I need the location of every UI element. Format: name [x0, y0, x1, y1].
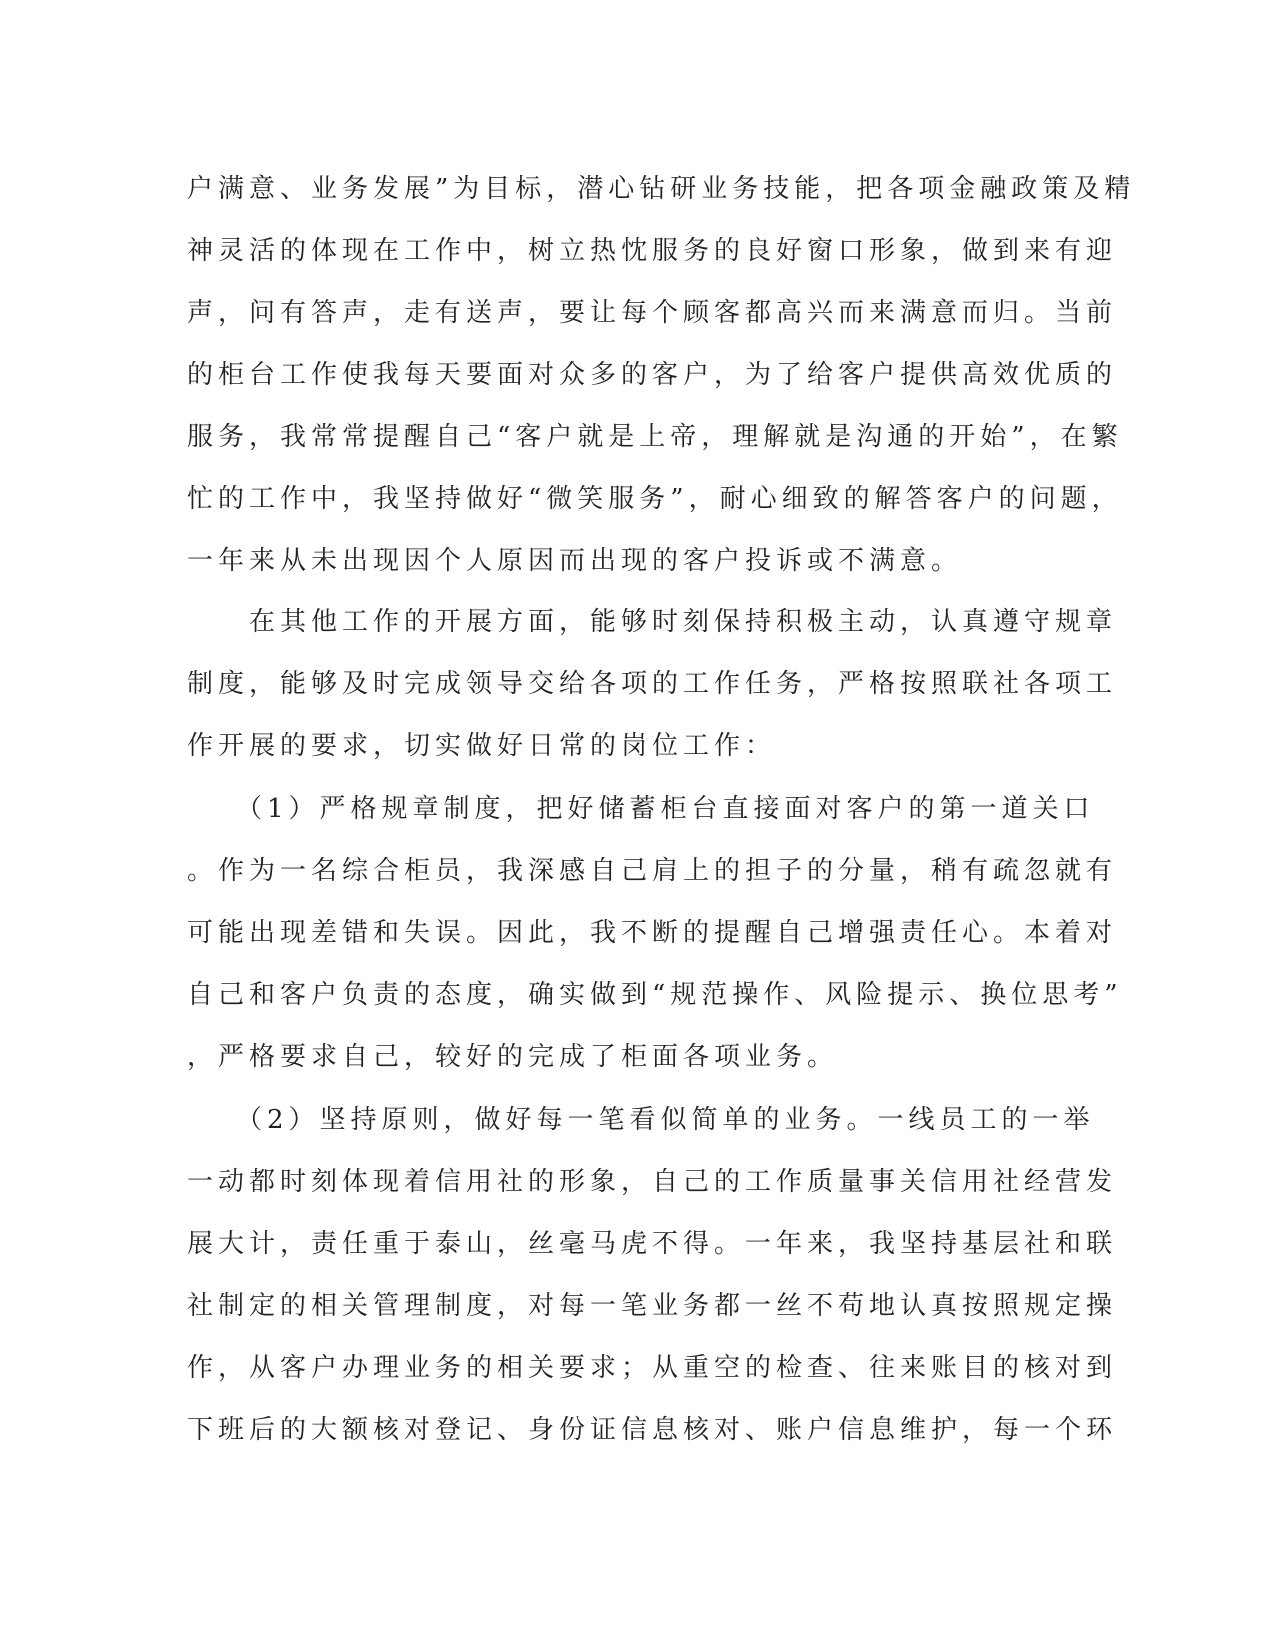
text-line: 神灵活的体现在工作中，树立热忱服务的良好窗口形象，做到来有迎 — [187, 236, 1118, 266]
text-line: 可能出现差错和失误。因此，我不断的提醒自己增强责任心。本着对 — [187, 918, 1118, 948]
text-line: 自己和客户负责的态度，确实做到“规范操作、风险提示、换位思考” — [187, 980, 1123, 1010]
text-line: 忙的工作中，我坚持做好“微笑服务”，耐心细致的解答客户的问题， — [187, 484, 1123, 514]
text-line: 制度，能够及时完成领导交给各项的工作任务，严格按照联社各项工 — [187, 669, 1118, 699]
text-line: ，严格要求自己，较好的完成了柜面各项业务。 — [187, 1042, 839, 1072]
paragraph-4 — [187, 1089, 1118, 1461]
text-line: 作开展的要求，切实做好日常的岗位工作： — [187, 731, 777, 761]
text-line: 一年来从未出现因个人原因而出现的客户投诉或不满意。 — [187, 546, 963, 576]
text-line: 的柜台工作使我每天要面对众多的客户，为了给客户提供高效优质的 — [187, 360, 1118, 390]
paragraph-1 — [187, 158, 1136, 592]
text-line: 户满意、业务发展”为目标，潜心钻研业务技能，把各项金融政策及精 — [187, 174, 1136, 204]
paragraph-3 — [187, 778, 1123, 1088]
text-line: 展大计，责任重于泰山，丝毫马虎不得。一年来，我坚持基层社和联 — [187, 1229, 1118, 1259]
text-line: 声，问有答声，走有送声，要让每个顾客都高兴而来满意而归。当前 — [187, 298, 1118, 328]
text-line: 服务，我常常提醒自己“客户就是上帝，理解就是沟通的开始”，在繁 — [187, 422, 1123, 452]
text-line: （1）严格规章制度，把好储蓄柜台直接面对客户的第一道关口 — [187, 794, 1095, 824]
text-line: 下班后的大额核对登记、身份证信息核对、账户信息维护，每一个环 — [187, 1415, 1118, 1445]
text-line: （2）坚持原则，做好每一笔看似简单的业务。一线员工的一举 — [187, 1105, 1095, 1135]
text-line: 。作为一名综合柜员，我深感自己肩上的担子的分量，稍有疏忽就有 — [187, 856, 1118, 886]
text-line: 社制定的相关管理制度，对每一笔业务都一丝不苟地认真按照规定操 — [187, 1291, 1118, 1321]
paragraph-2 — [187, 591, 1118, 777]
text-line: 在其他工作的开展方面，能够时刻保持积极主动，认真遵守规章 — [187, 607, 1118, 637]
text-line: 作，从客户办理业务的相关要求；从重空的检查、往来账目的核对到 — [187, 1353, 1118, 1383]
text-line: 一动都时刻体现着信用社的形象，自己的工作质量事关信用社经营发 — [187, 1167, 1118, 1197]
